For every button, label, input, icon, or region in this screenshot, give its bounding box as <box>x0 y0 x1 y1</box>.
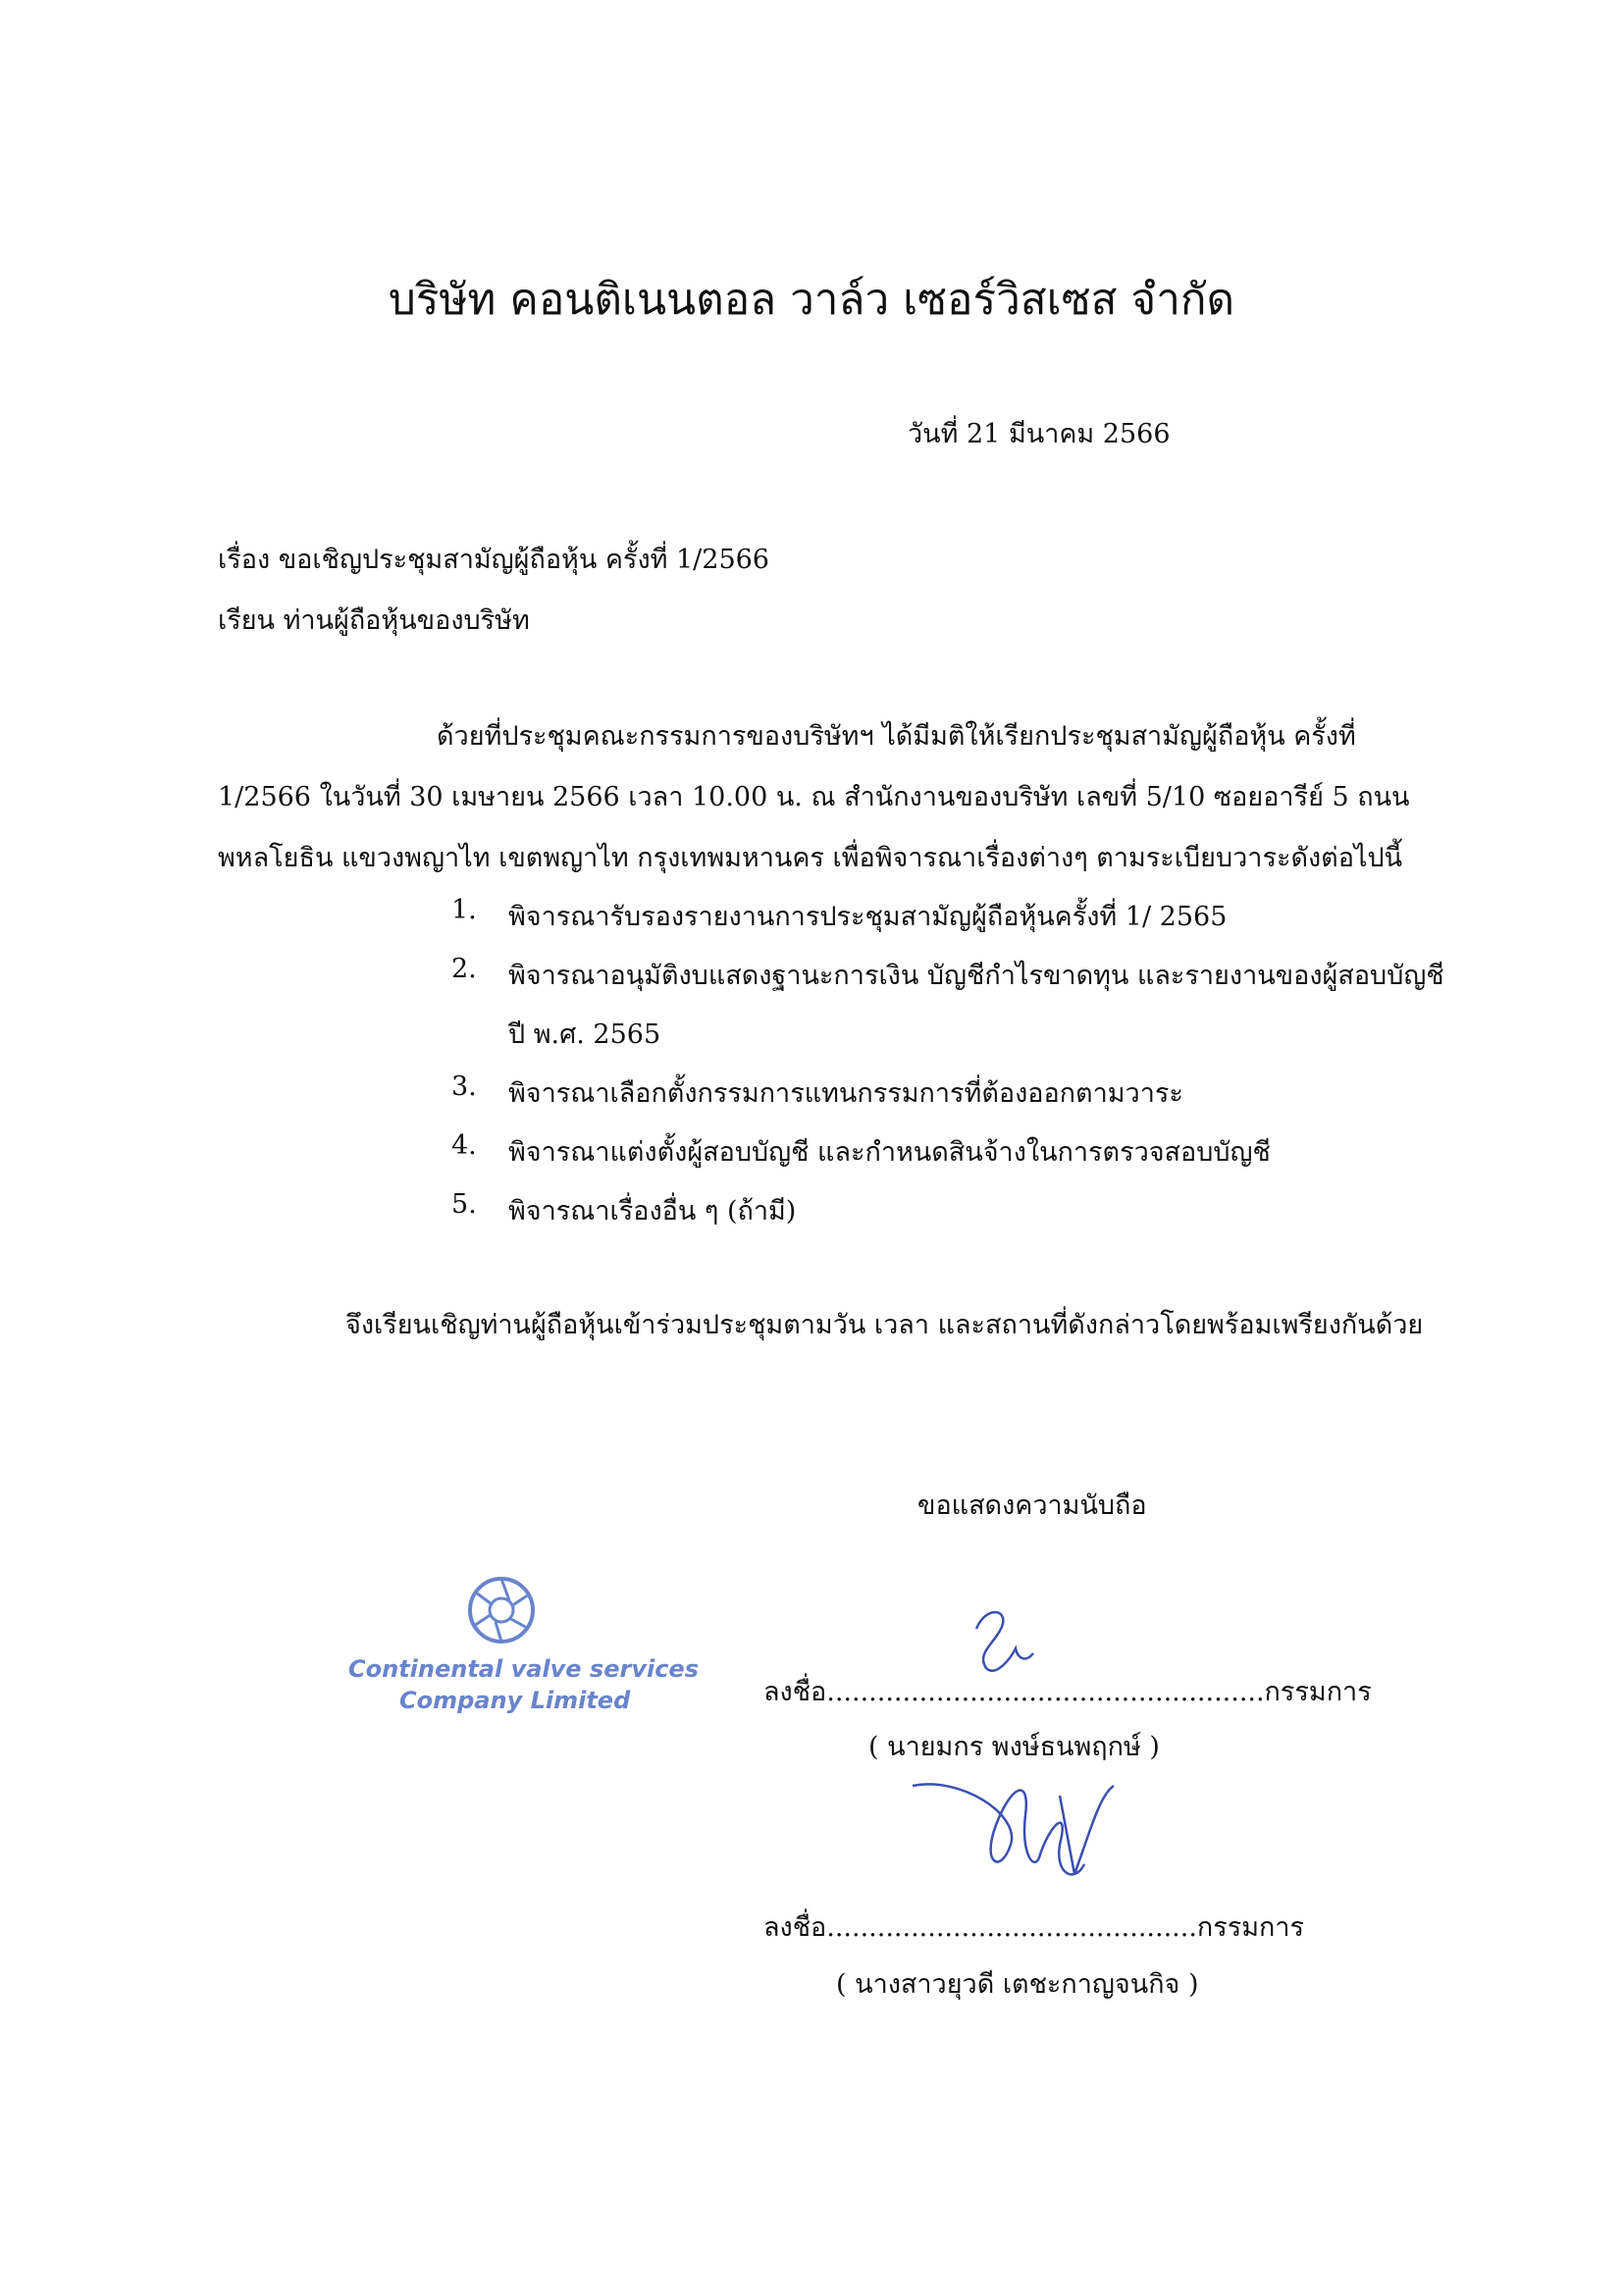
recipient-line: เรียน ท่านผู้ถือหุ้นของบริษัท <box>218 605 530 636</box>
agenda-item-number: 3. <box>451 1071 477 1102</box>
regards-line: ขอแสดงความนับถือ <box>917 1490 1147 1521</box>
agenda-item-text: พิจารณาอนุมัติงบแสดงฐานะการเงิน บัญชีกำไรขาดทุน และรายงานของผู้สอบบัญชี <box>508 961 1444 991</box>
agenda-item-text: พิจารณาเรื่องอื่น ๆ (ถ้ามี) <box>508 1196 797 1226</box>
agenda-item-text: พิจารณาแต่งตั้งผู้สอบบัญชี และกำหนดสินจ้างในการตรวจสอบบัญชี <box>508 1137 1271 1168</box>
agenda-item-number: 5. <box>451 1189 477 1220</box>
signature-line-2: ลงชื่อ............................................กรรมการ <box>763 1912 1305 1943</box>
body-line-2: 1/2566 ในวันที่ 30 เมษายน 2566 เวลา 10.00 น. ณ สำนักงานของบริษัท เลขที่ 5/10 ซอยอารีย์ 5 ถนน <box>218 782 1410 812</box>
agenda-item-text: พิจารณาเลือกตั้งกรรมการแทนกรรมการที่ต้องออกตามวาระ <box>508 1078 1183 1109</box>
signature-line-1: ลงชื่อ....................................................กรรมการ <box>763 1677 1372 1707</box>
subject-line: เรื่อง ขอเชิญประชุมสามัญผู้ถือหุ้น ครั้งที่ 1/2566 <box>218 545 769 575</box>
company-title: บริษัท คอนติเนนตอล วาล์ว เซอร์วิสเซส จำกัด <box>388 275 1235 325</box>
agenda-item-text-continued: ปี พ.ศ. 2565 <box>508 1019 661 1050</box>
agenda-item-text: พิจารณารับรองรายงานการประชุมสามัญผู้ถือหุ้นครั้งที่ 1/ 2565 <box>508 902 1228 932</box>
signature-mark-2 <box>903 1756 1178 1894</box>
body-line-1: ด้วยที่ประชุมคณะกรรมการของบริษัทฯ ได้มีมติให้เรียกประชุมสามัญผู้ถือหุ้น ครั้งที่ <box>437 721 1356 752</box>
closing-line: จึงเรียนเชิญท่านผู้ถือหุ้นเข้าร่วมประชุมตามวัน เวลา และสถานที่ดังกล่าวโดยพร้อมเพรียงกันด้วย <box>345 1310 1424 1340</box>
agenda-item-number: 4. <box>451 1130 477 1161</box>
company-stamp <box>348 1575 699 1732</box>
stamp-line-1: Continental valve services <box>348 1655 699 1683</box>
date-line: วันที่ 21 มีนาคม 2566 <box>908 419 1171 449</box>
body-line-3: พหลโยธิน แขวงพญาไท เขตพญาไท กรุงเทพมหานคร เพื่อพิจารณาเรื่องต่างๆ ตามระเบียบวาระดังต่อไปนี้ <box>218 843 1403 873</box>
signatory-name-1: ( นายมกร พงษ์ธนพฤกษ์ ) <box>868 1732 1160 1762</box>
stamp-line-2: Company Limited <box>399 1687 631 1714</box>
agenda-item-number: 1. <box>451 895 477 925</box>
agenda-item-number: 2. <box>451 954 477 984</box>
signatory-name-2: ( นางสาวยุวดี เตชะกาญจนกิจ ) <box>836 1969 1199 2000</box>
aperture-logo-icon <box>466 1575 537 1645</box>
